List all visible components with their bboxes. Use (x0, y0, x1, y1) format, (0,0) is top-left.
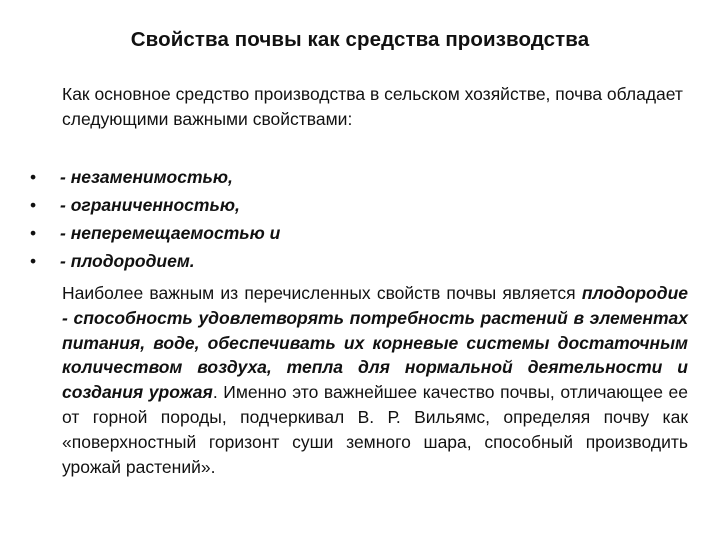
paragraph-tail: . Именно это важнейшее качество почвы, отличающее ее от горной породы, подчеркивал В. Р. Вильямс, определяя почву как «поверхностный горизонт суши земного шара, способный производить урожай растений». (62, 382, 688, 477)
list-item (30, 219, 280, 247)
fertility-paragraph (62, 281, 688, 479)
intro-text: Как основное средство производства в сельском хозяйстве, почва обладает следующими важными свойствами: (62, 84, 683, 129)
bullet-marker: • (30, 195, 37, 215)
bullet-marker: • (30, 223, 37, 243)
slide-title: Свойства почвы как средства производства (130, 28, 590, 51)
fertility-definition: плодородие - способность удовлетворять потребность растений в элементах питания, воде, обеспечивать их корневые системы достаточным количеством воздуха, тепла для нормальной деятельности и создания урожая (62, 283, 688, 403)
list-item-text: - ограниченностью, (60, 195, 240, 215)
list-item-text: - незаменимостью, (60, 167, 233, 187)
bullet-marker: • (30, 167, 37, 187)
properties-list (30, 163, 280, 275)
list-item-text: - плодородием. (60, 251, 195, 271)
list-item (30, 191, 280, 219)
list-item-text: - неперемещаемостью и (60, 223, 281, 243)
bullet-marker: • (30, 251, 37, 271)
paragraph-lead: Наиболее важным из перечисленных свойств почвы является (62, 283, 582, 303)
list-item (30, 163, 280, 191)
list-item (30, 247, 280, 275)
